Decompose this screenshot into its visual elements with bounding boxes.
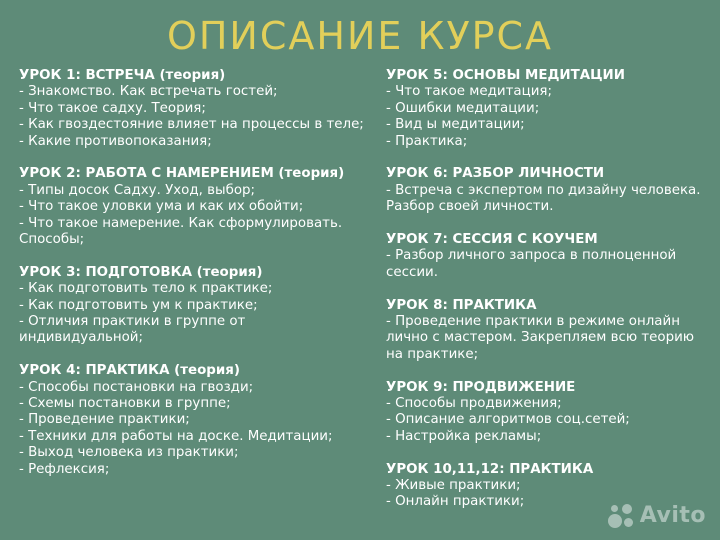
- avito-logo-icon: [608, 502, 634, 528]
- lesson-item: - Проведение практики;: [19, 412, 190, 428]
- lesson-item: - Как гвоздестояние влияет на процессы в теле;: [19, 117, 364, 133]
- lesson-item: - Отличия практики в группе от индивидуальной;: [19, 314, 246, 346]
- avito-watermark: [608, 502, 706, 528]
- lesson-item: - Способы постановки на гвозди;: [19, 379, 254, 395]
- lesson-heading: УРОК 10,11,12: ПРАКТИКА: [386, 461, 594, 477]
- lesson-item: - Что такое уловки ума и как их обойти;: [19, 199, 304, 215]
- lessons-left-column: [19, 68, 369, 495]
- lesson-item: - Как подготовить тело к практике;: [19, 281, 273, 297]
- lesson-item: - Что такое намерение. Как сформулировать. Способы;: [19, 215, 343, 248]
- lesson-heading: УРОК 3: ПОДГОТОВКА (теория): [19, 264, 263, 280]
- lesson-7: [386, 232, 706, 281]
- avito-wordmark: Avito: [639, 502, 706, 528]
- lesson-3: [19, 265, 369, 347]
- lesson-item: - Выход человека из практики;: [19, 445, 239, 461]
- lesson-heading: УРОК 7: СЕССИЯ С КОУЧЕМ: [386, 232, 598, 248]
- lesson-item: - Схемы постановки в группе;: [19, 396, 231, 412]
- lesson-item: - Что такое медитация;: [386, 84, 552, 100]
- lesson-item: - Ошибки медитации;: [386, 100, 540, 116]
- lesson-item: - Проведение практики в режиме онлайн лично с мастером. Закрепляем всю теорию на практике;: [386, 314, 695, 362]
- lesson-item: - Какие противопоказания;: [19, 133, 212, 149]
- lesson-item: - Практика;: [386, 133, 468, 149]
- lesson-item: - Рефлексия;: [19, 461, 110, 477]
- lesson-item: - Типы досок Садху. Уход, выбор;: [19, 182, 256, 198]
- lesson-item: - Онлайн практики;: [386, 494, 525, 510]
- lesson-item: - Вид ы медитации;: [386, 117, 525, 133]
- lesson-item: - Как подготовить ум к практике;: [19, 297, 258, 313]
- lesson-heading: УРОК 9: ПРОДВИЖЕНИЕ: [386, 379, 576, 395]
- lesson-9: [386, 380, 706, 446]
- lesson-item: - Настройка рекламы;: [386, 428, 542, 444]
- lesson-heading: УРОК 2: РАБОТА С НАМЕРЕНИЕМ (теория): [19, 166, 345, 182]
- page-title: ОПИСАНИЕ КУРСА: [166, 14, 554, 58]
- lesson-heading: УРОК 1: ВСТРЕЧА (теория): [19, 68, 226, 83]
- lesson-8: [386, 298, 706, 364]
- lesson-item: - Встреча с экспертом по дизайну человека. Разбор своей личности.: [386, 182, 701, 215]
- lesson-heading: УРОК 5: ОСНОВЫ МЕДИТАЦИИ: [386, 68, 625, 83]
- lesson-heading: УРОК 8: ПРАКТИКА: [386, 297, 537, 313]
- lesson-item: - Знакомство. Как встречать гостей;: [19, 84, 278, 100]
- lesson-heading: УРОК 4: ПРАКТИКА (теория): [19, 363, 240, 379]
- lesson-4: [19, 363, 369, 478]
- lesson-2: [19, 166, 369, 248]
- lesson-5: [386, 68, 706, 150]
- lesson-item: - Что такое садху. Теория;: [19, 100, 206, 116]
- lesson-item: - Техники для работы на доске. Медитации;: [19, 428, 333, 444]
- lesson-1: [19, 68, 369, 150]
- lesson-item: - Способы продвижения;: [386, 396, 562, 412]
- lesson-item: - Описание алгоритмов соц.сетей;: [386, 412, 630, 428]
- lessons-right-column: [386, 68, 706, 527]
- lesson-heading: УРОК 6: РАЗБОР ЛИЧНОСТИ: [386, 166, 605, 182]
- lesson-item: - Разбор личного запроса в полноценной сессии.: [386, 248, 677, 280]
- lesson-item: - Живые практики;: [386, 478, 521, 494]
- lesson-6: [386, 166, 706, 215]
